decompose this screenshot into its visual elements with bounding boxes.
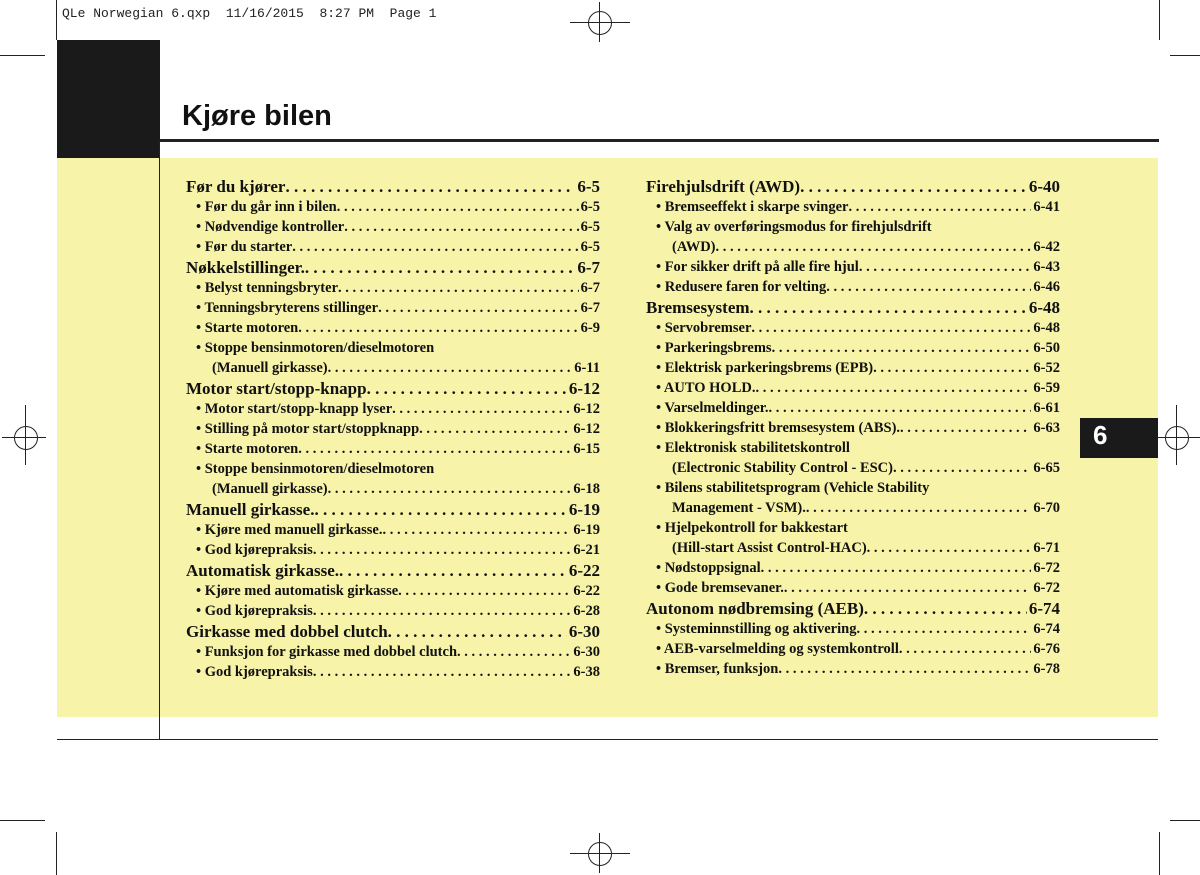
toc-page-number: 6-12: [573, 401, 600, 417]
registration-line: [599, 2, 600, 42]
dot-leader: [378, 298, 579, 318]
dot-leader: [848, 197, 1031, 217]
toc-column-left: [186, 176, 600, 682]
toc-entry: [186, 642, 600, 662]
dot-leader: [457, 642, 571, 662]
registration-line: [570, 22, 630, 23]
toc-entry: [646, 378, 1060, 398]
dot-leader: [772, 338, 1032, 358]
toc-page-number: 6-18: [573, 481, 600, 497]
dot-leader: [867, 538, 1032, 558]
dot-leader: [751, 318, 1031, 338]
toc-page-number: 6-46: [1033, 279, 1060, 295]
toc-section: [646, 598, 1060, 619]
toc-entry: [186, 197, 600, 217]
toc-page-number: 6-15: [573, 441, 600, 457]
toc-page-number: 6-61: [1033, 400, 1060, 416]
toc-page-number: 6-78: [1033, 661, 1060, 677]
dot-leader: [367, 378, 567, 399]
toc-entry: [646, 318, 1060, 338]
toc-entry: [186, 419, 600, 439]
dot-leader: [314, 499, 566, 520]
dot-leader: [755, 378, 1031, 398]
dot-leader: [778, 659, 1031, 679]
toc-page-number: 6-19: [568, 500, 600, 519]
dot-leader: [328, 358, 573, 378]
toc-entry: [186, 318, 600, 338]
crop-mark: [1159, 832, 1160, 875]
registration-line: [599, 833, 600, 873]
toc-entry-label: Motor start/stopp-knapp: [186, 379, 367, 398]
toc-page-number: 6-38: [573, 664, 600, 680]
toc-entry: [646, 277, 1060, 297]
toc-page-number: 6-74: [1028, 599, 1060, 618]
toc-entry: [646, 538, 1060, 558]
dot-leader: [313, 601, 572, 621]
toc-entry-heading: • Stoppe bensinmotoren/dieselmotoren: [196, 461, 435, 477]
toc-entry-label: • God kjørepraksis: [196, 664, 313, 680]
toc-page-number: 6-72: [1033, 580, 1060, 596]
toc-page-number: 6-12: [573, 421, 600, 437]
dot-leader: [328, 479, 572, 499]
toc-section: [186, 499, 600, 520]
toc-section: [186, 621, 600, 642]
toc-entry-label: (Manuell girkasse): [212, 481, 328, 497]
chapter-tab-number: 6: [1093, 420, 1108, 450]
toc-page-number: 6-72: [1033, 560, 1060, 576]
toc-entry: [646, 338, 1060, 358]
dot-leader: [298, 318, 578, 338]
toc-page-number: 6-30: [573, 644, 600, 660]
toc-page-number: 6-41: [1033, 199, 1060, 215]
print-slug: QLe Norwegian 6.qxp 11/16/2015 8:27 PM Page 1: [62, 6, 437, 21]
registration-mark-icon: [1165, 426, 1189, 450]
toc-entry: [186, 399, 600, 419]
toc-entry-label: • Kjøre med manuell girkasse.: [196, 522, 383, 538]
dot-leader: [339, 560, 567, 581]
toc-entry-label: • Bremseeffekt i skarpe svinger: [656, 199, 849, 215]
toc-entry: [646, 639, 1060, 659]
toc-column-right: [646, 176, 1060, 679]
chapter-tab: [1080, 418, 1158, 458]
toc-entry-heading: • Bilens stabilitetsprogram (Vehicle Stability: [656, 480, 930, 496]
dot-leader: [761, 558, 1032, 578]
toc-page-number: 6-7: [580, 300, 600, 316]
toc-entry: [646, 418, 1060, 438]
dot-leader: [298, 439, 571, 459]
toc-page-number: 6-5: [580, 219, 600, 235]
dot-leader: [313, 662, 572, 682]
toc-page-number: 6-28: [573, 603, 600, 619]
toc-entry: [186, 662, 600, 682]
toc-entry: [186, 298, 600, 318]
toc-entry: [646, 398, 1060, 418]
toc-page-number: 6-71: [1033, 540, 1060, 556]
toc-entry: [186, 439, 600, 459]
toc-page-number: 6-5: [580, 239, 600, 255]
toc-entry-label: • Belyst tenningsbryter: [196, 280, 339, 296]
crop-mark: [1170, 820, 1200, 821]
chapter-header-block: [57, 40, 160, 158]
crop-mark: [56, 0, 57, 40]
toc-page-number: 6-70: [1033, 500, 1060, 516]
toc-entry-label: • AEB-varselmelding og systemkontroll: [656, 641, 899, 657]
toc-page-number: 6-48: [1033, 320, 1060, 336]
dot-leader: [382, 520, 571, 540]
toc-page-number: 6-43: [1033, 259, 1060, 275]
dot-leader: [337, 197, 579, 217]
toc-entry-label: • Nødvendige kontroller: [196, 219, 345, 235]
registration-mark-icon: [14, 426, 38, 450]
toc-entry-label: • God kjørepraksis: [196, 603, 313, 619]
toc-entry-heading: • Elektronisk stabilitetskontroll: [656, 440, 850, 456]
dot-leader: [305, 257, 575, 278]
toc-entry-label: (AWD): [672, 239, 716, 255]
toc-page-number: 6-22: [568, 561, 600, 580]
dot-leader: [338, 278, 579, 298]
toc-entry-label: • For sikker drift på alle fire hjul: [656, 259, 859, 275]
toc-entry: [646, 619, 1060, 639]
toc-entry-label: • Nødstoppsignal: [656, 560, 761, 576]
toc-entry-label: (Electronic Stability Control - ESC): [672, 460, 893, 476]
title-rule: [160, 139, 1159, 142]
dot-leader: [769, 398, 1032, 418]
registration-mark-icon: [588, 11, 612, 35]
toc-entry: [646, 659, 1060, 679]
toc-section: [186, 176, 600, 197]
toc-section: [186, 378, 600, 399]
toc-entry: [186, 237, 600, 257]
bottom-rule: [57, 739, 1158, 740]
toc-entry-heading: • Valg av overføringsmodus for firehjulsdrift: [656, 219, 932, 235]
toc-entry: [186, 479, 600, 499]
dot-leader: [826, 277, 1031, 297]
toc-entry-label: • Før du går inn i bilen: [196, 199, 337, 215]
toc-entry: [646, 498, 1060, 518]
toc-entry-label: • Parkeringsbrems: [656, 340, 772, 356]
crop-mark: [1170, 55, 1200, 56]
toc-entry: [646, 257, 1060, 277]
crop-mark: [1159, 0, 1160, 40]
dot-leader: [392, 399, 571, 419]
toc-entry-label: Autonom nødbremsing (AEB): [646, 599, 864, 618]
toc-entry-label: • Tenningsbryterens stillinger: [196, 300, 379, 316]
toc-page-number: 6-22: [573, 583, 600, 599]
registration-mark-icon: [588, 842, 612, 866]
toc-section: [186, 560, 600, 581]
toc-entry: [646, 237, 1060, 257]
dot-leader: [419, 419, 571, 439]
crop-mark: [0, 820, 45, 821]
toc-entry: [186, 540, 600, 560]
dot-leader: [864, 598, 1027, 619]
toc-page-number: 6-65: [1033, 460, 1060, 476]
toc-entry-label: • God kjørepraksis: [196, 542, 313, 558]
toc-entry: [646, 578, 1060, 598]
toc-entry: [646, 558, 1060, 578]
toc-page-number: 6-7: [580, 280, 600, 296]
toc-entry-label: • Gode bremsevaner.: [656, 580, 784, 596]
dot-leader: [800, 176, 1027, 197]
toc-entry: [646, 197, 1060, 217]
toc-page-number: 6-63: [1033, 420, 1060, 436]
toc-page-number: 6-12: [568, 379, 600, 398]
dot-leader: [859, 257, 1032, 277]
toc-entry-label: • Bremser, funksjon: [656, 661, 779, 677]
registration-line: [1158, 437, 1200, 438]
toc-page-number: 6-52: [1033, 360, 1060, 376]
toc-entry-label: (Manuell girkasse): [212, 360, 328, 376]
dot-leader: [388, 621, 567, 642]
registration-line: [570, 853, 630, 854]
toc-page-number: 6-7: [577, 258, 600, 277]
toc-page-number: 6-42: [1033, 239, 1060, 255]
toc-entry-label: Management - VSM).: [672, 500, 806, 516]
toc-page-number: 6-48: [1028, 298, 1060, 317]
margin-rule: [159, 142, 160, 739]
toc-entry-label: • Varselmeldinger.: [656, 400, 769, 416]
toc-entry-label: Firehjulsdrift (AWD): [646, 177, 801, 196]
toc-entry-label: Før du kjører: [186, 177, 286, 196]
toc-entry-label: • Kjøre med automatisk girkasse: [196, 583, 399, 599]
toc-entry: [646, 358, 1060, 378]
toc-entry-label: (Hill-start Assist Control-HAC): [672, 540, 867, 556]
toc-page-number: 6-19: [573, 522, 600, 538]
toc-entry-label: Bremsesystem: [646, 298, 750, 317]
toc-entry-label: • Motor start/stopp-knapp lyser: [196, 401, 393, 417]
toc-entry-heading: • Hjelpekontroll for bakkestart: [656, 520, 848, 536]
registration-line: [2, 437, 46, 438]
dot-leader: [893, 458, 1031, 478]
toc-page-number: 6-11: [574, 360, 600, 376]
dot-leader: [292, 237, 578, 257]
dot-leader: [873, 358, 1031, 378]
toc-page-number: 6-59: [1033, 380, 1060, 396]
toc-entry-label: Manuell girkasse.: [186, 500, 315, 519]
toc-section: [186, 257, 600, 278]
dot-leader: [398, 581, 571, 601]
dot-leader: [899, 639, 1032, 659]
dot-leader: [716, 237, 1032, 257]
toc-page-number: 6-5: [577, 177, 600, 196]
registration-line: [1176, 405, 1177, 465]
toc-entry: [186, 217, 600, 237]
crop-mark: [0, 55, 45, 56]
toc-page-number: 6-9: [580, 320, 600, 336]
dot-leader: [285, 176, 575, 197]
toc-entry-label: • Før du starter: [196, 239, 293, 255]
toc-entry-label: Nøkkelstillinger.: [186, 258, 305, 277]
dot-leader: [856, 619, 1031, 639]
toc-entry: [186, 601, 600, 621]
toc-page-number: 6-76: [1033, 641, 1060, 657]
toc-page-number: 6-5: [580, 199, 600, 215]
toc-page-number: 6-21: [573, 542, 600, 558]
dot-leader: [344, 217, 578, 237]
registration-line: [25, 405, 26, 465]
toc-entry-label: Girkasse med dobbel clutch: [186, 622, 388, 641]
dot-leader: [900, 418, 1031, 438]
crop-mark: [56, 832, 57, 875]
toc-entry: [186, 278, 600, 298]
toc-section: [646, 176, 1060, 197]
toc-page-number: 6-50: [1033, 340, 1060, 356]
toc-entry-label: Automatisk girkasse.: [186, 561, 340, 580]
toc-entry: [186, 358, 600, 378]
toc-entry-label: • Redusere faren for velting: [656, 279, 827, 295]
toc-entry: [646, 458, 1060, 478]
toc-page-number: 6-40: [1028, 177, 1060, 196]
dot-leader: [313, 540, 572, 560]
dot-leader: [806, 498, 1032, 518]
toc-page-number: 6-30: [568, 622, 600, 641]
toc-entry-label: • Elektrisk parkeringsbrems (EPB): [656, 360, 874, 376]
dot-leader: [750, 297, 1027, 318]
toc-entry-label: • Funksjon for girkasse med dobbel clutch: [196, 644, 458, 660]
toc-entry-label: • Starte motoren: [196, 441, 299, 457]
toc-entry-label: • Starte motoren: [196, 320, 299, 336]
toc-page-number: 6-74: [1033, 621, 1060, 637]
toc-entry-label: • Stilling på motor start/stoppknapp: [196, 421, 420, 437]
toc-entry-label: • Systeminnstilling og aktivering: [656, 621, 857, 637]
toc-entry-label: • AUTO HOLD.: [656, 380, 756, 396]
page-title: Kjøre bilen: [182, 100, 332, 132]
toc-entry-label: • Blokkeringsfritt bremsesystem (ABS).: [656, 420, 901, 436]
toc-entry-label: • Servobremser: [656, 320, 752, 336]
dot-leader: [784, 578, 1031, 598]
toc-entry-heading: • Stoppe bensinmotoren/dieselmotoren: [196, 340, 435, 356]
toc-entry: [186, 581, 600, 601]
toc-entry: [186, 520, 600, 540]
toc-section: [646, 297, 1060, 318]
